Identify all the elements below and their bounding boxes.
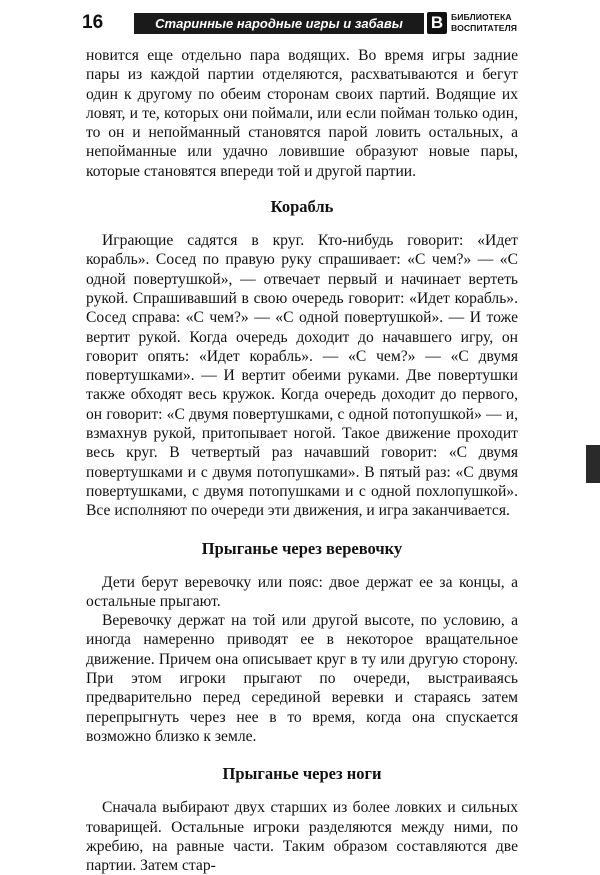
logo-letter: B (427, 12, 447, 34)
section-heading-ship: Корабль (270, 197, 334, 217)
running-title: Старинные народные игры и забавы (134, 13, 424, 34)
page-body (86, 46, 518, 875)
logo-line-2: ВОСПИТАТЕЛЯ (451, 22, 518, 33)
rope-paragraph-1: Дети берут веревочку или пояс: двое держат ее за концы, а остальные прыгают. (86, 573, 518, 610)
intro-paragraph: новится еще отдельно пара водящих. Во время игры задние пары из каждой партии отделяются, расхватываются и бегут один к другому по обеим сторонам своих партий. Водящие их ловят, и те, которых они поймали, или если пойман только один, то он и непойманный становятся парой ловить остальных, а непойманные или удачно ловившие образуют новые пары, которые становятся впереди той и другой партии. (86, 47, 518, 180)
series-logo (427, 11, 530, 35)
page-header (82, 11, 530, 35)
rope-paragraph-2: Веревочку держат на той или другой высоте, по условию, а иногда намеренно приводят ее в некоторое вращательное движение. Причем она описывает круг в ту или другую сторону. При этом игроки прыгают по очереди, выстраиваясь предварительно перед серединой веревки и стараясь затем перепрыгнуть через нее в то время, когда она спускается возможно близко к земле. (86, 612, 518, 745)
page-edge-marker (586, 445, 600, 483)
section-heading-rope-jumping: Прыганье через веревочку (201, 538, 403, 558)
page-number: 16 (82, 12, 104, 33)
logo-line-1: БИБЛИОТЕКА (451, 12, 512, 22)
section-heading-leg-jumping: Прыганье через ноги (222, 764, 382, 784)
legs-paragraph: Сначала выбирают двух старших из более ловких и сильных товарищей. Остальные игроки разделяются между ними, по жребию, на равные части. Таким образом составляются две партии. Затем стар- (86, 799, 518, 875)
logo-text (451, 12, 530, 33)
ship-paragraph: Играющие садятся в круг. Кто-нибудь говорит: «Идет корабль». Сосед по правую руку спрашивает: «С чем?» — «С одной повертушкой», — отвечает первый и начинает вертеть рукой. Спрашивавший в свою очередь говорит: «Идет корабль». Сосед справа: «С чем?» — «С одной повертушкой». — И тоже вертит рукой. Когда очередь доходит до начавшего игру, он говорит опять: «Идет корабль». — «С чем?» — «С двумя повертушками». — И вертит обеими руками. Две повертушки также обходят весь кружок. Когда очередь доходит до первого, он говорит: «С двумя повертушками, с одной потопушкой» — и, взмахнув рукой, притопывает ногой. Такое движение проходит весь круг. В четвертый раз начавший говорит: «С двумя повертушками и с двумя потопушками». В пятый раз: «С двумя повертушками, с двумя потопушками и с одной похлопушкой». Все исполняют по очереди эти движения, и игра заканчивается. (86, 232, 518, 520)
